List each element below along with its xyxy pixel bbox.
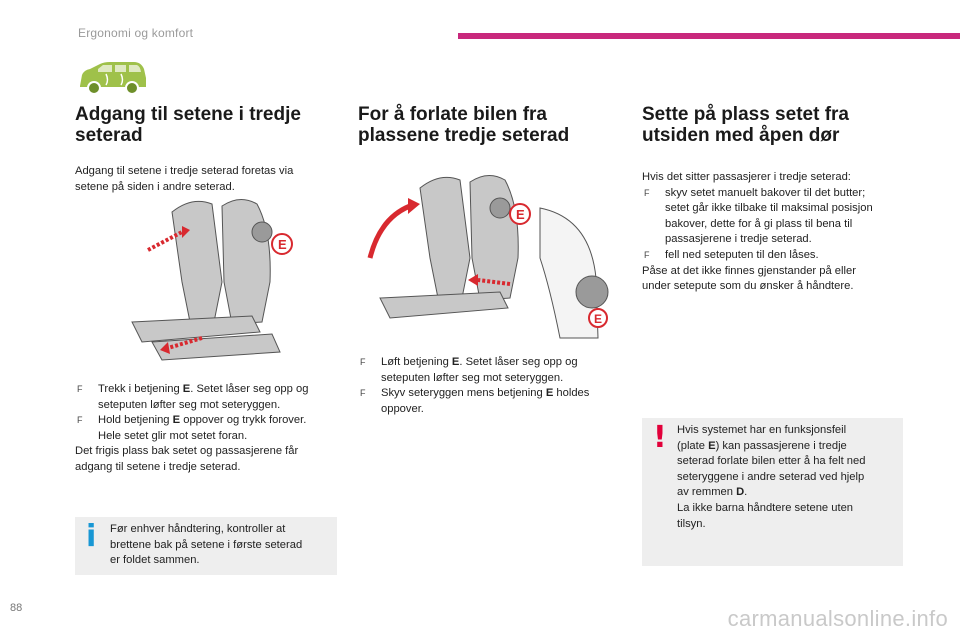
seat-illustration-2 (360, 168, 622, 348)
car-icon (76, 60, 148, 98)
info-note (75, 517, 337, 575)
step-fold-cushion: F fell ned seteputen til den låses. (644, 248, 819, 261)
info-note-text: Før enhver håndtering, kontroller at brettene bak på setene i første seterad er foldet sammen. (110, 523, 303, 567)
watermark: carmanualsonline.info (727, 606, 948, 631)
column-exit-third-row (358, 104, 623, 146)
fig1-label-e: E (278, 237, 287, 252)
section-title: Ergonomi og komfort (78, 26, 194, 40)
fig2-label-e-left: E (516, 207, 525, 222)
fig2-label-e-right: E (594, 312, 603, 326)
steps-access-third-row (75, 382, 340, 476)
steps-exit-third-row (358, 355, 623, 417)
section-accent-bar (458, 33, 960, 39)
column-access-third-row (75, 104, 340, 195)
heading-access-third-row: Adgang til setene i tredje seterad (75, 104, 301, 146)
outro-text: Det frigis plass bak setet og passasjerene får adgang til setene i tredje seterad. (75, 445, 299, 473)
heading-exit-third-row: For å forlate bilen fra plassene tredje seterad (358, 104, 570, 146)
warning-note-text: Hvis systemet har en funksjonsfeil (plate E) kan passasjerene i tredje seterad forlate bilen etter å ha felt ned seteryggene i andre seterad ved hjelp av remmen D. La ikke barna håndtere setene uten tilsyn. (677, 424, 866, 530)
step-push-backrest: F Skyv seteryggen mens betjening E holdes oppover. (360, 387, 590, 415)
heading-reposition-seat: Sette på plass setet fra utsiden med åpen dør (642, 104, 849, 146)
step-lift-control: F Løft betjening E. Setet låser seg opp og seteputen løfter seg mot seteryggen. (360, 356, 578, 384)
reposition-intro: Hvis det sitter passasjerer i tredje seterad: (642, 171, 851, 183)
step-hold-control: F Hold betjening E oppover og trykk forover. Hele setet glir mot setet foran. (77, 414, 307, 442)
step-pull-control: F Trekk i betjening E. Setet låser seg opp og seteputen løfter seg mot seteryggen. (77, 383, 309, 411)
intro-text: Adgang til setene i tredje seterad foretas via setene på siden i andre seterad. (75, 165, 294, 193)
warning-icon: ! (653, 420, 667, 455)
column-reposition-seat (642, 104, 907, 295)
reposition-outro: Påse at det ikke finnes gjenstander på eller under setepute som du ønsker å håndtere. (642, 264, 856, 293)
page-number: 88 (10, 602, 23, 614)
seat-illustration-1 (112, 192, 334, 374)
step-push-seat-back: F skyv setet manuelt bakover til det butter; setet går ikke tilbake til maksimal posisjon bakover, dette for å gi plass til bena til passasjerene i tredje seterad. (644, 186, 873, 246)
warning-note (642, 418, 903, 566)
info-icon: i (86, 519, 97, 554)
